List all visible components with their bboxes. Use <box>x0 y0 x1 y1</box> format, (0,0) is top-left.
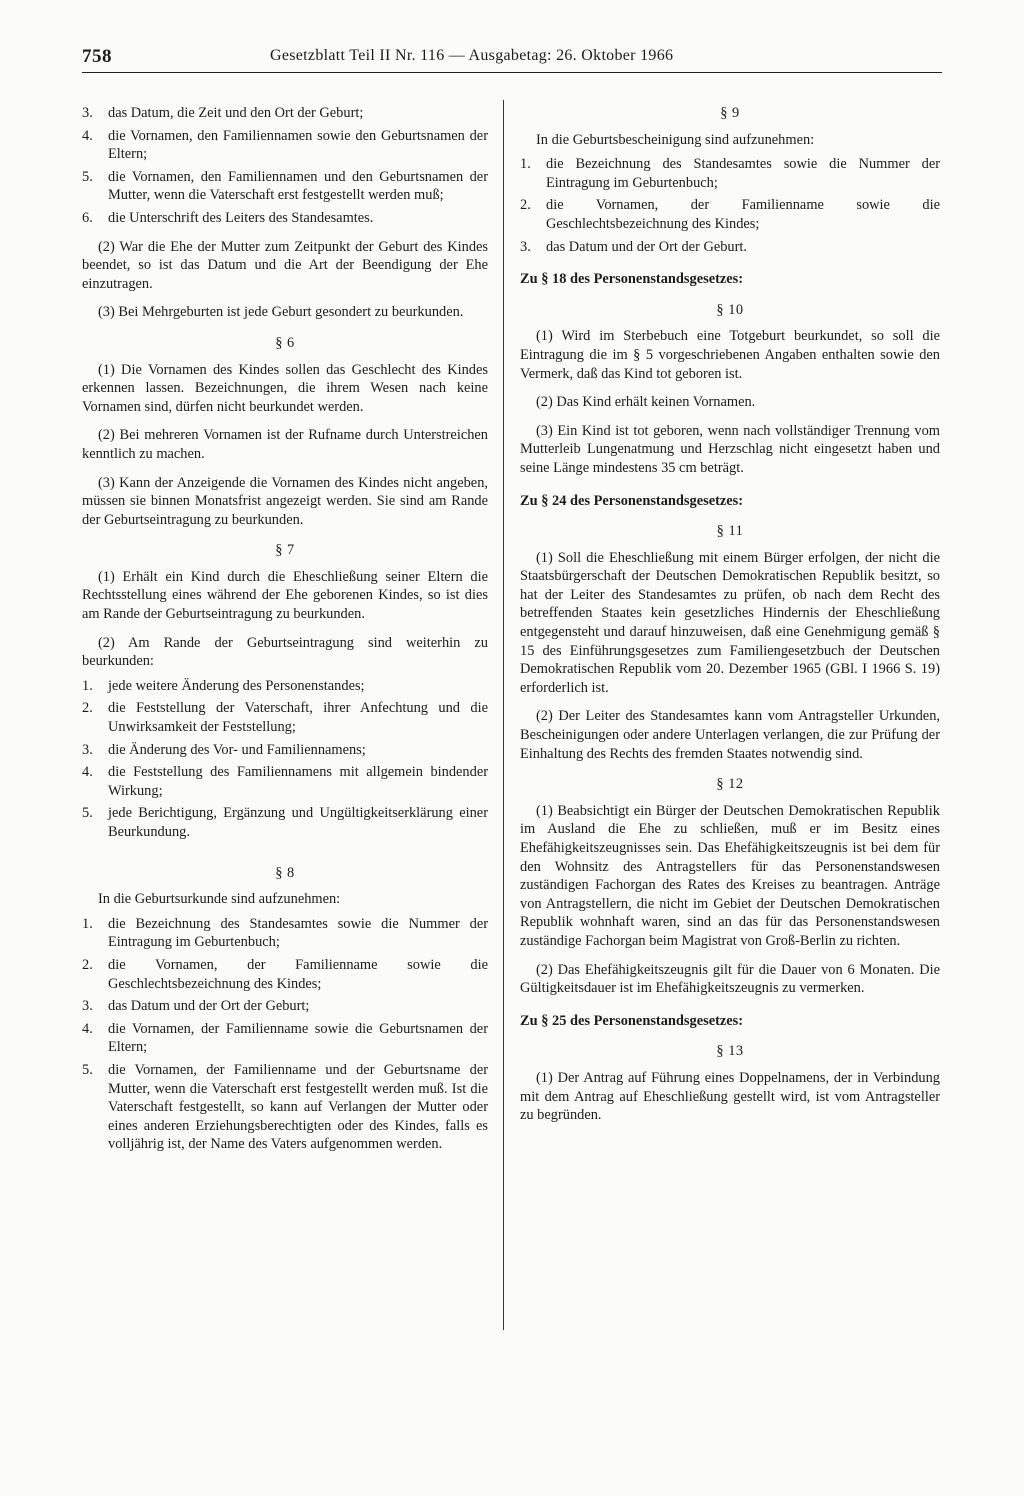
paragraph: (3) Kann der Anzeigende die Vornamen des Kindes nicht angeben, müssen sie binnen Monatsfrist angezeigt werden. Sie sind am Rande der Geburtseintragung zu beurkunden. <box>82 474 488 528</box>
list-item: 5. jede Berichtigung, Ergänzung und Ungültigkeitserklärung einer Beurkundung. <box>82 805 488 840</box>
continued-list <box>82 104 488 228</box>
section-heading: § 11 <box>716 523 744 540</box>
list-item: 4. die Feststellung des Familiennamens mit allgemein bindender Wirkung; <box>82 764 488 799</box>
paragraph: (2) Am Rande der Geburtseintragung sind weiterhin zu beurkunden: <box>82 634 488 670</box>
list <box>82 677 488 842</box>
section-heading: § 6 <box>275 334 295 351</box>
list-item: 1. die Bezeichnung des Standesamtes sowie die Nummer der Eintragung im Geburtenbuch; <box>82 915 488 951</box>
list <box>520 155 940 256</box>
list-item: 2. die Feststellung der Vaterschaft, ihrer Anfechtung und die Unwirksamkeit der Feststellung; <box>82 700 488 736</box>
header-rule <box>82 72 942 73</box>
section-heading: § 9 <box>720 105 740 121</box>
list-item: 4. die Vornamen, den Familiennamen sowie den Geburtsnamen der Eltern; <box>82 127 488 163</box>
list-item: 3. das Datum und der Ort der Geburt. <box>520 238 748 255</box>
left-column <box>82 104 488 1164</box>
paragraph: In die Geburtsurkunde sind aufzunehmen: <box>98 891 341 908</box>
list-item: 3. das Datum und der Ort der Geburt; <box>82 998 310 1015</box>
paragraph: (2) Das Ehefähigkeitszeugnis gilt für die Dauer von 6 Monaten. Die Gültigkeitsdauer ist im Ehefähigkeitszeugnis zu vermerken. <box>520 961 940 997</box>
list-item: 3. die Änderung des Vor- und Familiennamens; <box>82 741 366 758</box>
section-heading: § 8 <box>275 864 295 881</box>
paragraph: (1) Der Antrag auf Führung eines Doppelnamens, der in Verbindung mit dem Antrag auf Eheschließung gestellt wird, ist vom Antragsteller zu begründen. <box>520 1069 940 1124</box>
list-item: 2. die Vornamen, der Familienname sowie die Geschlechtsbezeichnung des Kindes; <box>82 956 488 992</box>
list-item: 5. die Vornamen, der Familienname und der Geburtsname der Mutter, wenn die Vaterschaft erst festgestellt werden muß. Ist die Vaterschaft festgestellt, so kann auf Verlangen der Mutter oder eines anderen Erziehungsberechtigten oder des Kindes, falls es volljährig ist, der Name des Vaters aufgenommen werden. <box>82 1061 488 1153</box>
section-heading: § 7 <box>275 542 295 559</box>
running-title: Gesetzblatt Teil II Nr. 116 — Ausgabetag: 26. Oktober 1966 <box>270 47 674 64</box>
list <box>82 915 488 1154</box>
paragraph: (1) Erhält ein Kind durch die Eheschließung seiner Eltern die Rechtsstellung eines während der Ehe geborenen Kindes, so ist dies am Rande der Geburtseintragung zu beurkunden. <box>82 568 488 623</box>
law-reference-heading: Zu § 18 des Personenstandsgesetzes: <box>520 271 744 288</box>
section-heading: § 13 <box>716 1043 744 1060</box>
paragraph: (1) Wird im Sterbebuch eine Totgeburt beurkundet, so soll die Eintragung die im § 5 vorgeschriebenen Angaben enthalten sowie den Vermerk, daß das Kind tot geboren ist. <box>520 328 940 382</box>
law-reference-heading: Zu § 25 des Personenstandsgesetzes: <box>520 1012 744 1029</box>
list-item: 1. die Bezeichnung des Standesamtes sowie die Nummer der Eintragung im Geburtenbuch; <box>520 156 940 191</box>
paragraph: (2) Bei mehreren Vornamen ist der Rufname durch Unterstreichen kenntlich zu machen. <box>82 427 488 462</box>
page-number: 758 <box>82 46 112 67</box>
list-item: 3. das Datum, die Zeit und den Ort der Geburt; <box>82 105 364 121</box>
list-item: 1. jede weitere Änderung des Personenstandes; <box>82 677 365 694</box>
paragraph: (3) Bei Mehrgeburten ist jede Geburt gesondert zu beurkunden. <box>98 304 464 321</box>
list-item: 2. die Vornamen, der Familienname sowie die Geschlechtsbezeichnung des Kindes; <box>520 197 940 232</box>
list-item: 5. die Vornamen, den Familiennamen und den Geburtsnamen der Mutter, wenn die Vaterschaft erst festgestellt werden muß; <box>82 168 488 204</box>
paragraph: (2) Der Leiter des Standesamtes kann vom Antragsteller Urkunden, Bescheinigungen oder andere Unterlagen verlangen, die zur Prüfung der Einhaltung des Rechts des fremden Staates notwendig sind. <box>520 708 940 762</box>
section-heading: § 10 <box>716 301 744 318</box>
paragraph: (2) War die Ehe der Mutter zum Zeitpunkt der Geburt des Kindes beendet, so ist das Datum und die Art der Beendigung der Ehe einzutragen. <box>82 238 488 292</box>
paragraph: (3) Ein Kind ist tot geboren, wenn nach vollständiger Trennung vom Mutterleib Lungenatmung und Herzschlag nicht eingesetzt haben und seine Länge mindestens 35 cm beträgt. <box>520 422 940 476</box>
right-column <box>520 104 940 1135</box>
section-heading: § 12 <box>716 776 744 793</box>
paragraph: (2) Das Kind erhält keinen Vornamen. <box>536 394 756 411</box>
paragraph: (1) Soll die Eheschließung mit einem Bürger erfolgen, der nicht die Staatsbürgerschaft der Deutschen Demokratischen Republik besitzt, so hat der Leiter des Standesamtes zu prüfen, ob nach dem Recht des betreffenden Staates kein gesetzliches Hindernis der Eheschließung entgegensteht und darauf hinzuweisen, daß eine Genehmigung gemäß § 15 des Einführungsgesetzes zum Familiengesetzbuch der Deutschen Demokratischen Republik vom 20. Dezember 1965 (GBl. I 1966 S. 19) erforderlich ist. <box>520 549 940 696</box>
list-item: 4. die Vornamen, der Familienname sowie die Geburtsnamen der Eltern; <box>82 1020 488 1056</box>
paragraph: (1) Die Vornamen des Kindes sollen das Geschlecht des Kindes erkennen lassen. Bezeichnungen, die ihrem Wesen nach keine Vornamen sind, dürfen nicht beurkundet werden. <box>82 361 488 415</box>
paragraph: In die Geburtsbescheinigung sind aufzunehmen: <box>536 131 815 148</box>
column-divider <box>503 100 504 1330</box>
paragraph: (1) Beabsichtigt ein Bürger der Deutschen Demokratischen Republik im Ausland die Ehe zu schließen, muß er im Besitz eines Ehefähigkeitszeugnisses sein. Das Ehefähigkeitszeugnis ist bei dem für den Wohnsitz des Antragstellers für das Personenstandswesen zuständigen Fachorgan des Rates des Kreises zu beantragen. Anträge von Antragstellern, die nicht im Gebiet der Deutschen Demokratischen Republik wohnhaft waren, sind an das für das Personenstandswesen zuständige Fachorgan beim Magistrat von Groß-Berlin zu richten. <box>520 802 940 949</box>
law-reference-heading: Zu § 24 des Personenstandsgesetzes: <box>520 492 744 509</box>
list-item: 6. die Unterschrift des Leiters des Standesamtes. <box>82 209 374 226</box>
